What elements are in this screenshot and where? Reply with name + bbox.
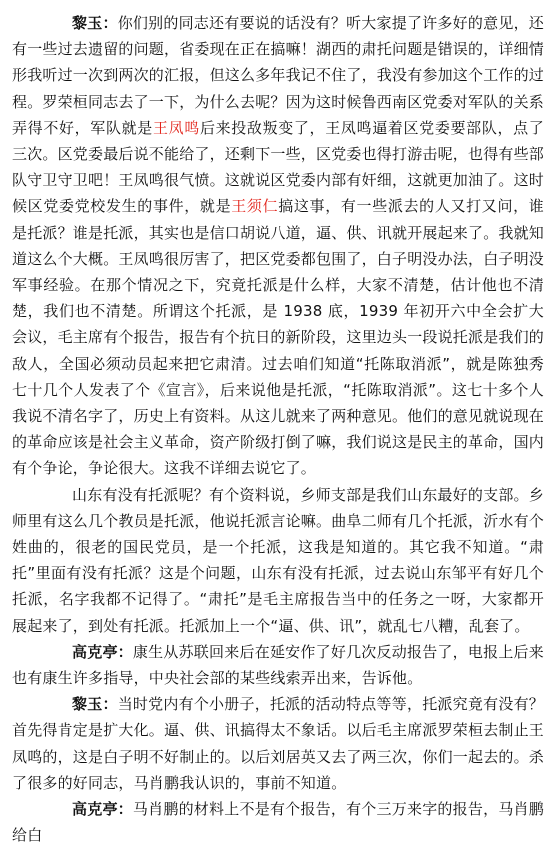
speaker-name: 高克亭： bbox=[72, 800, 133, 819]
paragraph bbox=[12, 10, 544, 482]
speaker-name: 黎玉： bbox=[72, 14, 118, 32]
speaker-name: 黎玉： bbox=[72, 695, 118, 714]
paragraph-text: 后来投敌叛变了，王凤鸣逼着区党委要部队，点了三次。区党委最后说不能给了，还剩下一些，区党委也得打游击呢，也得有些部队守卫守卫吧！王凤鸣很气愤。这就说区党委内部有奸细，这就更加油了。这时候区党委党校发生的事件，就是 bbox=[12, 118, 545, 216]
paragraph-text: 马肖鹏的材料上不是有个报告，有个三万来字的报告，马肖鹏给白 bbox=[12, 800, 544, 845]
paragraph bbox=[12, 691, 544, 796]
paragraph-text: 康生从苏联回来后在延安作了好几次反动报告了，电报上后来也有康生许多指导，中央社会部的某些线索弄出来，告诉他。 bbox=[12, 642, 544, 688]
speaker-name: 高克亭： bbox=[72, 642, 133, 661]
paragraph bbox=[12, 482, 544, 639]
highlighted-name: 王凤鸣 bbox=[152, 118, 200, 137]
paragraph bbox=[12, 796, 544, 848]
paragraph-text: 你们别的同志还有要说的话没有？听大家提了许多好的意见，还有一些过去遗留的问题，省委现在正在搞嘛！湖西的肃托问题是错误的，详细情形我听过一次到两次的汇报，但这么多年我记不住了，我没有参加这个工作的过程。罗荣桓同志去了一下，为什么去呢？因为这时候鲁西南区党委对军队的关系弄得不好，军队就是 bbox=[12, 14, 545, 137]
paragraph-text: 搞这事，有一些派去的人又打又问，谁是托派？谁是托派，其实也是信口胡说八道，逼、供、讯就开展起来了。我就知道这么个大概。王凤鸣很厉害了，把区党委都包围了，白子明没办法，白子明没军事经验。在那个情况之下，究竟托派是什么样，大家不清楚，估计他也不清楚，我们也不清楚。所谓这个托派，是 1938 底，1939 年初开六中全会扩大会议，毛主席有个报告，报告有个抗日的新阶段，这里边头一段说托派是我们的敌人，全国必须动员起来把它肃清。过去咱们知道“托陈取消派”，就是陈独秀七十几个人发表了个《宣言》，后来说他是托派，“托陈取消派”。这七十多个人我说不清名字了，历史上有资料。从这儿就来了两种意见。他们的意见就说现在的革命应该是社会主义革命，资产阶级打倒了嘛，我们说这是民主的革命，国内有个争论，争论很大。这我不详细去说它了。 bbox=[12, 197, 545, 478]
paragraph-text: 山东有没有托派呢？有个资料说，乡师支部是我们山东最好的支部。乡师里有这么几个教员是托派，他说托派言论嘛。曲阜二师有几个托派，沂水有个姓曲的，很老的国民党员，是一个托派，这我是知道的。其它我不知道。“肃托”里面有没有托派？这是个问题，山东有没有托派，过去说山东邹平有好几个托派，名字我都不记得了。“肃托”是毛主席报告当中的任务之一呀，大家都开展起来了，到处有托派。托派加上一个“逼、供、讯”，就乱七八糟，乱套了。 bbox=[12, 485, 545, 635]
paragraph bbox=[12, 639, 544, 691]
paragraph-text: 当时党内有个小册子，托派的活动特点等等，托派究竟有没有？首先得肯定是扩大化。逼、供、讯搞得太不象话。以后毛主席派罗荣桓去制止王凤鸣的，这是白子明不好制止的。以后刘居英又去了两三次，你们一起去的。杀了很多的好同志，马肖鹏我认识的，事前不知道。 bbox=[12, 695, 545, 792]
highlighted-name: 王须仁 bbox=[231, 197, 279, 216]
